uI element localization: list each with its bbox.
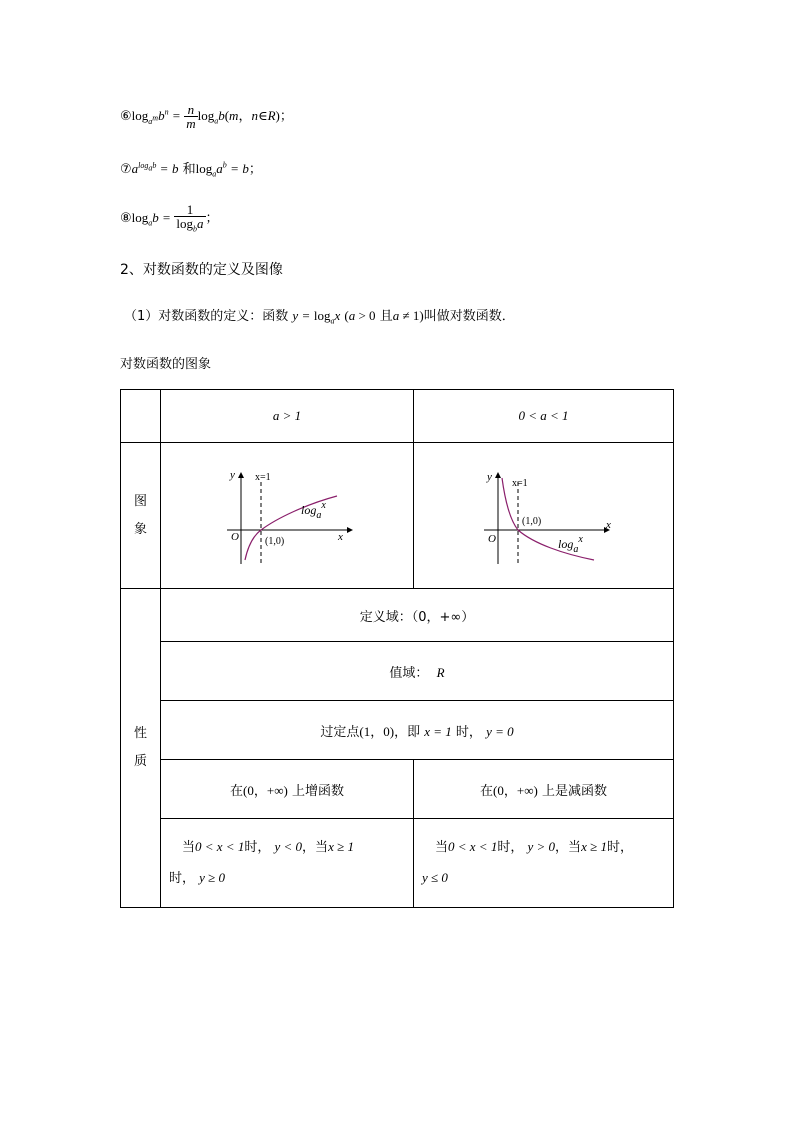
x-axis-label: x (338, 530, 343, 543)
formula-rule-7: $⑦a^{log_ab} = b$ 和$\log_aa^b = b$； (120, 160, 262, 179)
sign-cell-right: 当0 < x < 1时， y > 0，当x ≥ 1时， y ≤ 0 (414, 819, 674, 908)
log-function-table (120, 389, 674, 908)
section-heading: 2、对数函数的定义及图像 (120, 262, 283, 278)
point-label: (1,0) (265, 535, 285, 547)
row-label-properties: 性 质 (121, 589, 161, 908)
monotonic-decreasing-cell: 在(0，+∞) 上是减函数 (414, 760, 674, 819)
graph-decreasing (474, 466, 614, 566)
col-header-a-between: 0 < a < 1 (414, 390, 674, 443)
fraction-reciprocal-log: $\frac{1}{\log_ba}$ (176, 202, 204, 234)
formula-rule-6: $⑥\log_{a^m}b^n$ = $\frac{n}{m}$ $\log_ab(m$，n∈R)； (120, 102, 293, 131)
graph-title: 对数函数的图象 (120, 357, 212, 372)
definition-line: （1）对数函数的定义：函数 $y = \log_ax$ (a > 0 且a ≠ 1)叫做对数函数． (124, 308, 515, 326)
domain-cell: 定义域：（0，+∞） (161, 589, 674, 642)
range-cell: 值域： R (161, 642, 674, 701)
y-axis-label: y (230, 468, 235, 481)
x-axis-label: x (605, 518, 611, 531)
graph-cell-increasing (161, 443, 414, 589)
fraction-n-over-m: $\frac{n}{m}$ (186, 102, 196, 131)
fixed-point-cell: 过定点(1，0)，即 x = 1 时， y = 0 (161, 701, 674, 760)
vline-label: x=1 (255, 471, 271, 483)
rule-6-number: ⑥ (120, 109, 132, 124)
rule-8-number: ⑧ (120, 210, 132, 226)
formula-rule-8: $⑧\log_ab$ = $\frac{1}{\log_ba}$ ； (120, 202, 219, 234)
graph-cell-decreasing (414, 443, 674, 589)
rule-7-number: ⑦ (120, 162, 132, 177)
y-axis-label: y (486, 470, 492, 483)
sign-cell-left: 当0 < x < 1时， y < 0，当x ≥ 1 时， y ≥ 0 (161, 819, 414, 908)
curve-label: $\log_a^x$ (301, 499, 326, 521)
point-label: (1,0) (521, 515, 541, 527)
origin-label: O (231, 530, 239, 543)
curve-label: $\log_a^x$ (557, 533, 583, 555)
vline-label: x=1 (511, 477, 528, 489)
row-label-graph: 图 象 (121, 443, 161, 589)
empty-corner-cell (121, 390, 161, 443)
monotonic-increasing-cell: 在(0，+∞) 上增函数 (161, 760, 414, 819)
origin-label: O (487, 532, 496, 545)
range-value: R (436, 664, 445, 680)
col-header-a-gt-1: a > 1 (161, 390, 414, 443)
graph-increasing (217, 466, 357, 566)
